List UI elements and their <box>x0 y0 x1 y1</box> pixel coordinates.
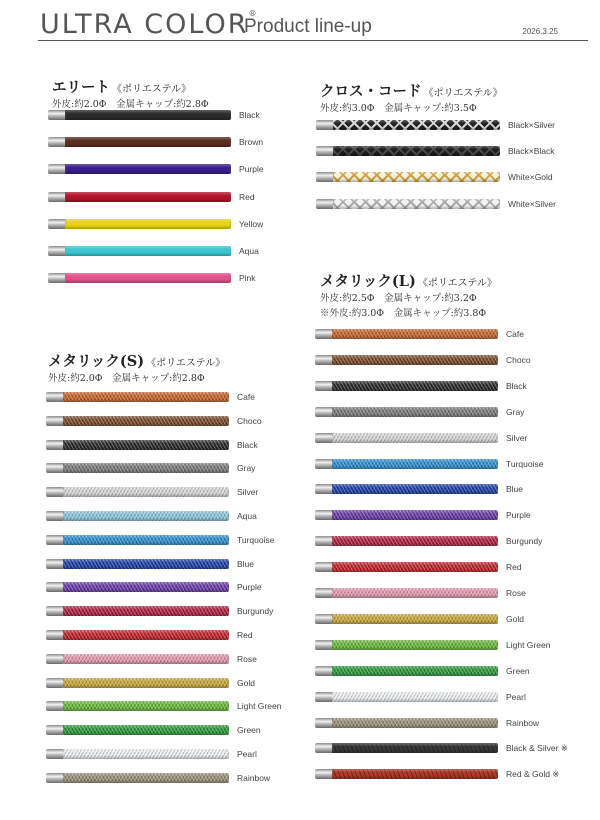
cord-swatch <box>315 691 578 703</box>
cord-body <box>63 463 229 473</box>
color-label: White×Gold <box>508 172 553 183</box>
color-label: Red <box>506 562 522 573</box>
metal-cap-icon <box>48 219 66 229</box>
cord-body <box>332 666 498 676</box>
color-label: Cafe <box>506 329 524 339</box>
cord-swatch <box>46 439 309 451</box>
brand-registered-mark: ® <box>248 9 259 18</box>
section-spec: 外皮:約2.0Φ 金属キャップ:約2.8Φ <box>52 99 209 110</box>
color-label: Pearl <box>237 749 257 759</box>
cord-body <box>333 199 500 209</box>
color-label: Rose <box>506 588 526 598</box>
cord-body <box>332 329 498 339</box>
cord-body <box>63 749 229 759</box>
metal-cap-icon <box>46 511 64 521</box>
cord-swatch <box>315 354 578 366</box>
color-label: Burgundy <box>237 606 274 617</box>
color-label: Choco <box>237 415 262 426</box>
metal-cap-icon <box>315 381 333 391</box>
section-title: エリート 《ポリエステル》 <box>52 79 192 96</box>
cord-body <box>332 718 498 728</box>
color-label: Choco <box>506 354 531 365</box>
cord-swatch <box>46 677 309 689</box>
metal-cap-icon <box>315 355 333 365</box>
section-spec: 外皮:約2.0Φ 金属キャップ:約2.8Φ <box>48 373 205 384</box>
cord-body <box>332 536 498 546</box>
color-label: Brown <box>239 137 264 148</box>
cord-body <box>332 562 498 572</box>
metal-cap-icon <box>48 273 66 283</box>
cord-swatch <box>46 605 309 617</box>
cord-swatch <box>315 613 578 625</box>
metal-cap-icon <box>315 640 333 650</box>
cord-body <box>63 630 229 640</box>
cord-swatch <box>48 109 311 121</box>
color-label: Black×Black <box>508 146 555 157</box>
cord-swatch <box>46 534 309 546</box>
cord-body <box>63 487 229 497</box>
cord-swatch <box>315 328 578 340</box>
cord-swatch <box>316 171 580 183</box>
metal-cap-icon <box>315 329 333 339</box>
cord-swatch <box>315 458 578 470</box>
metal-cap-icon <box>315 510 333 520</box>
section-title: メタリック(S) 《ポリエステル》 <box>48 353 226 370</box>
cord-swatch <box>46 510 309 522</box>
cord-swatch <box>46 629 309 641</box>
color-label: Aqua <box>239 246 259 256</box>
cord-swatch <box>48 191 311 203</box>
cord-swatch <box>46 486 309 498</box>
section-elite <box>52 76 209 112</box>
cord-swatch <box>48 245 311 257</box>
metal-cap-icon <box>48 246 66 256</box>
color-label: Rose <box>237 653 257 664</box>
metal-cap-icon <box>316 146 334 156</box>
section-spec: 外皮:約2.5Φ 金属キャップ:約3.2Φ <box>320 293 477 304</box>
metal-cap-icon <box>315 562 333 572</box>
cord-swatch <box>46 772 309 784</box>
color-label: Gold <box>506 613 524 624</box>
cord-body <box>332 407 498 417</box>
cord-body <box>332 640 498 650</box>
color-label: Black <box>239 110 260 120</box>
cord-swatch <box>46 653 309 665</box>
color-label: Red <box>237 630 253 640</box>
color-label: Gold <box>237 677 255 688</box>
cord-swatch <box>315 483 578 495</box>
cord-swatch <box>315 380 578 392</box>
cord-body <box>63 582 229 592</box>
metal-cap-icon <box>315 433 333 443</box>
cord-swatch <box>48 218 311 230</box>
color-label: Cafe <box>237 392 255 402</box>
cord-body <box>332 769 498 779</box>
metal-cap-icon <box>46 487 64 497</box>
metal-cap-icon <box>315 769 333 779</box>
cord-body <box>63 535 229 545</box>
cord-swatch <box>315 717 578 729</box>
metal-cap-icon <box>46 678 64 688</box>
metal-cap-icon <box>46 701 64 711</box>
color-label: Gray <box>506 406 525 417</box>
cord-body <box>63 511 229 521</box>
cord-body <box>65 192 231 202</box>
cord-swatch <box>315 665 578 677</box>
color-label: White×Silver <box>508 198 556 209</box>
color-label: Pink <box>239 273 256 284</box>
metal-cap-icon <box>46 463 64 473</box>
metal-cap-icon <box>46 392 64 402</box>
color-label: Purple <box>237 582 262 593</box>
metal-cap-icon <box>315 484 333 494</box>
metal-cap-icon <box>315 666 333 676</box>
cord-swatch <box>46 391 309 403</box>
color-label: Red <box>239 191 255 202</box>
cord-body <box>65 110 231 120</box>
metal-cap-icon <box>46 606 64 616</box>
cord-swatch <box>315 768 578 780</box>
cord-swatch <box>315 509 578 521</box>
issue-date: 2026.3.25 <box>522 27 558 36</box>
metal-cap-icon <box>46 440 64 450</box>
cord-body <box>63 559 229 569</box>
color-label: Yellow <box>239 218 264 229</box>
color-label: Silver <box>237 487 259 498</box>
cord-swatch <box>315 587 578 599</box>
cord-swatch <box>46 700 309 712</box>
metal-cap-icon <box>315 536 333 546</box>
cord-swatch <box>315 406 578 418</box>
color-label: Light Green <box>237 701 282 712</box>
cord-swatch <box>315 432 578 444</box>
color-label: Turquoise <box>506 458 544 469</box>
color-label: Burgundy <box>506 536 543 547</box>
page-subtitle: Product line-up <box>244 16 372 37</box>
cord-body <box>65 164 231 174</box>
section-metallic-s <box>48 350 225 386</box>
metal-cap-icon <box>315 614 333 624</box>
cord-swatch <box>316 145 580 157</box>
metal-cap-icon <box>48 137 66 147</box>
cord-body <box>65 219 231 229</box>
cord-body <box>332 510 498 520</box>
cord-body <box>333 172 500 182</box>
cord-body <box>63 606 229 616</box>
metal-cap-icon <box>46 416 64 426</box>
section-title: クロス・コード 《ポリエステル》 <box>320 83 503 100</box>
metal-cap-icon <box>46 535 64 545</box>
cord-body <box>332 355 498 365</box>
cord-swatch <box>48 272 311 284</box>
cord-swatch <box>46 415 309 427</box>
cord-body <box>333 120 500 130</box>
cord-body <box>332 743 498 753</box>
metal-cap-icon <box>46 749 64 759</box>
cord-swatch <box>46 748 309 760</box>
cord-body <box>63 392 229 402</box>
cord-body <box>332 381 498 391</box>
metal-cap-icon <box>315 743 333 753</box>
color-label: Pearl <box>506 691 526 702</box>
cord-body <box>332 588 498 598</box>
color-label: Black×Silver <box>508 120 556 130</box>
metal-cap-icon <box>48 192 66 202</box>
color-label: Rainbow <box>506 717 540 728</box>
cord-body <box>332 433 498 443</box>
metal-cap-icon <box>46 559 64 569</box>
cord-body <box>63 725 229 735</box>
cord-swatch <box>315 639 578 651</box>
cord-swatch <box>46 581 309 593</box>
cord-body <box>332 692 498 702</box>
color-label: Turquoise <box>237 534 275 545</box>
color-label: Light Green <box>506 639 551 650</box>
cord-body <box>333 146 500 156</box>
color-label: Green <box>506 665 530 676</box>
color-label: Red & Gold ※ <box>506 769 560 780</box>
metal-cap-icon <box>46 725 64 735</box>
cord-swatch <box>48 163 311 175</box>
section-spec: 外皮:約3.0Φ 金属キャップ:約3.5Φ <box>320 103 477 114</box>
cord-swatch <box>46 724 309 736</box>
color-label: Aqua <box>237 511 257 521</box>
cord-body <box>63 440 229 450</box>
color-label: Blue <box>506 484 524 495</box>
color-label: Black <box>506 380 527 391</box>
metal-cap-icon <box>315 588 333 598</box>
color-label: Blue <box>237 558 255 569</box>
cord-body <box>65 246 231 256</box>
cord-body <box>63 416 229 426</box>
section-metallic-l <box>320 270 497 321</box>
metal-cap-icon <box>315 459 333 469</box>
metal-cap-icon <box>46 630 64 640</box>
metal-cap-icon <box>46 773 64 783</box>
cord-swatch <box>315 742 578 754</box>
cord-swatch <box>46 558 309 570</box>
metal-cap-icon <box>48 110 66 120</box>
cord-swatch <box>48 136 311 148</box>
metal-cap-icon <box>315 692 333 702</box>
metal-cap-icon <box>315 407 333 417</box>
cord-body <box>332 459 498 469</box>
cord-body <box>65 137 231 147</box>
cord-swatch <box>316 119 580 131</box>
brand-logo <box>40 9 259 40</box>
section-title: メタリック(L) 《ポリエステル》 <box>320 273 497 290</box>
cord-body <box>332 484 498 494</box>
metal-cap-icon <box>46 582 64 592</box>
cord-swatch <box>46 462 309 474</box>
metal-cap-icon <box>316 172 334 182</box>
color-label: Silver <box>506 432 528 443</box>
cord-body <box>65 273 231 283</box>
cord-swatch <box>316 198 580 210</box>
color-label: Rainbow <box>237 772 271 783</box>
cord-body <box>63 773 229 783</box>
color-label: Green <box>237 725 261 736</box>
metal-cap-icon <box>316 199 334 209</box>
cord-body <box>63 701 229 711</box>
header-divider <box>38 40 588 41</box>
metal-cap-icon <box>48 164 66 174</box>
cord-swatch <box>315 535 578 547</box>
section-cross-cord <box>320 80 503 116</box>
color-label: Purple <box>506 510 531 521</box>
color-label: Gray <box>237 463 256 474</box>
brand-name: ULTRA COLOR <box>40 9 249 40</box>
color-label: Purple <box>239 164 264 175</box>
cord-body <box>63 654 229 664</box>
cord-swatch <box>315 561 578 573</box>
metal-cap-icon <box>315 718 333 728</box>
metal-cap-icon <box>46 654 64 664</box>
color-label: Black <box>237 439 258 450</box>
cord-body <box>332 614 498 624</box>
section-spec-alt: ※外皮:約3.0Φ 金属キャップ:約3.8Φ <box>320 308 487 319</box>
color-label: Black & Silver ※ <box>506 743 568 754</box>
metal-cap-icon <box>316 120 334 130</box>
cord-body <box>63 678 229 688</box>
